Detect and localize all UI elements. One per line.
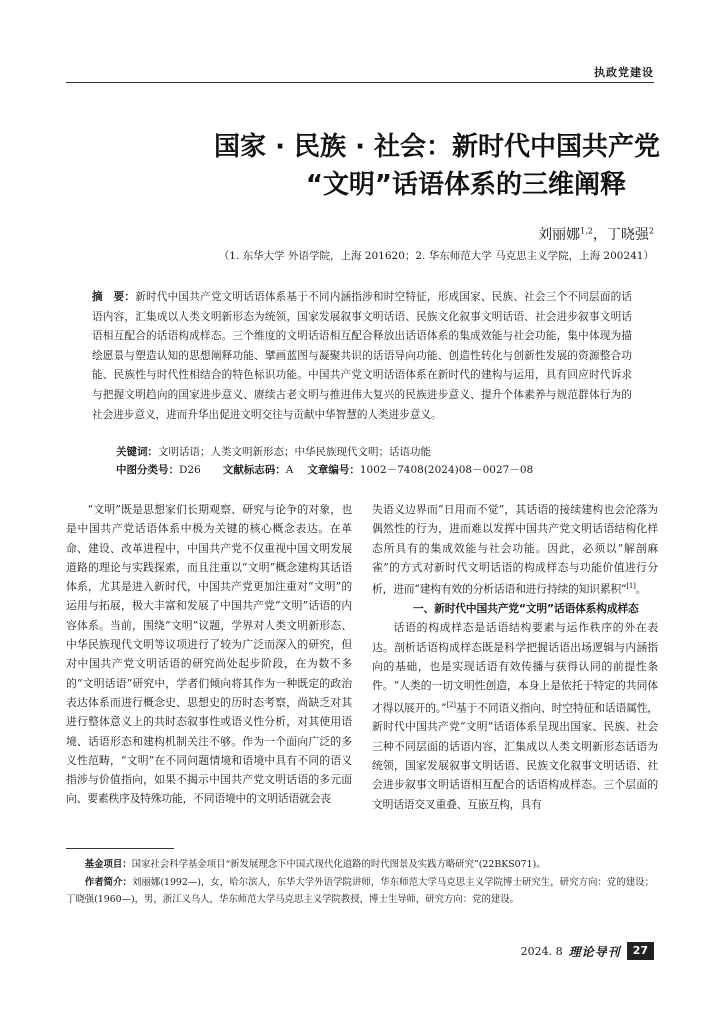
title-line-1: 国家 · 民族 · 社会：新时代中国共产党: [214, 132, 660, 162]
keywords-text: 文明话语；人类文明新形态；中华民族现代文明；话语功能: [158, 446, 431, 458]
body-paragraph: [372, 618, 658, 814]
issue-date: 2024. 8: [520, 944, 563, 958]
body-paragraph: [372, 500, 658, 599]
bio-text: 刘丽娜(1992—)，女，哈尔滨人，东华大学外语学院讲师，华东师范大学马克思主义学院博士研究生，研究方向：党的建设；丁晓强(1960—)，男，浙江义乌人，华东师范大学马克思主义学院教授，博士生导师，研究方向：党的建设。: [66, 876, 654, 905]
doc-code-value: A: [285, 464, 294, 476]
page-number: 27: [627, 942, 654, 960]
affiliation: （1. 东华大学 外语学院，上海 201620；2. 华东师范大学 马克思主义学院，上海 200241）: [218, 250, 654, 262]
body-column-right: [372, 500, 658, 814]
clc-label: 中图分类号：: [116, 464, 179, 476]
paragraph-text: 话语的构成样态是话语结构要素与运作秩序的外在表达。剖析话语构成样态既是科学把握话语出场逻辑与内涵指向的基础，也是实现话语有效传播与获得认同的前提性条件。“人类的一切文明性创造，本身上是依托于特定的共同体才得以展开的。”: [372, 621, 658, 715]
keywords: [116, 444, 431, 459]
article-number-value: 1002－7408(2024)08－0027－08: [359, 464, 534, 476]
abstract-text: 新时代中国共产党文明话语体系基于不同内涵指涉和时空特征，形成国家、民族、社会三个不同层面的话语内容，汇集成以人类文明新形态为统领，国家发展叙事文明话语、民族文化叙事文明话语、社会进步叙事文明话语相互配合的话语构成样态。三个维度的文明话语相互配合释放出话语体系的集成效能与社会功能，集中体现为描绘愿景与塑造认知的思想阐释功能、擘画蓝图与凝聚共识的话语导向功能、创造性转化与创新性发展的资源整合功能、民族性与时代性相结合的特色标识功能。中国共产党文明话语体系在新时代的建构与运用，具有回应时代诉求与把握文明趋向的国家进步意义、赓续古老文明与推进伟大复兴的民族进步意义、提升个体素养与规范群体行为的社会进步意义，进而升华出促进文明交往与贡献中华智慧的人类进步意义。: [92, 291, 632, 421]
paragraph-text: 失语义边界而“日用而不觉”，其话语的接续建构也会沦落为偶然性的行为，进而难以发挥中国共产党文明话语结构化样态所具有的集成效能与社会功能。因此，必须以“解剖麻雀”的方式对新时代文明话语的构成样态与功能价值进行分析，进而“建构有效的分析话语和进行持续的知识累积”: [372, 503, 658, 596]
bio-label: 作者简介：: [84, 876, 132, 888]
author-separator: ，: [592, 227, 607, 243]
citation-mark: [2]: [446, 700, 456, 709]
clc-value: D26: [179, 464, 201, 476]
keywords-label: 关键词：: [116, 446, 158, 458]
header-rule: [66, 82, 654, 83]
classification-line: [116, 462, 533, 477]
fund-text: 国家社会科学基金项目“新发展理念下中国式现代化道路的时代图景及实践方略研究”(22BKS071)。: [131, 859, 546, 870]
footnote-fund: [66, 856, 654, 874]
author-affil-mark: 2: [648, 226, 654, 236]
fund-label: 基金项目：: [84, 859, 132, 870]
footnote-bio: [66, 874, 654, 909]
body-column-left: [66, 500, 352, 809]
section-heading: 一、新时代中国共产党“文明”话语体系构成样态: [412, 602, 639, 616]
author-name: 丁晓强: [606, 227, 649, 243]
body-paragraph: “文明”既是思想家们长期观察、研究与论争的对象，也是中国共产党话语体系中极为关键的核心概念表达。在革命、建设、改革进程中，中国共产党不仅重视中国文明发展道路的理论与实践探索，而且注重以“文明”概念建构其话语体系，尤其是进入新时代，中国共产党更加注重对“文明”的运用与拓展，极大丰富和发展了中国共产党“文明”话语的内容体系。当前，围绕“文明”议题，学界对人类文明新形态、中华民族现代文明等议项进行了较为广泛而深入的研究，但对中国共产党文明话语的研究尚处起步阶段，在为数不多的“文明话语”研究中，学者们倾向将其作为一种既定的政治表达体系而进行概念史、思想史的历时态考察，尚缺乏对其进行整体意义上的共时态叙事性或语义性分析，对其使用语境、话语形态和建构机制关注不够。作为一个面向广泛的多义性范畴，“文明”在不同问题情境和语境中具有不同的语义指涉与价值指向，如果不揭示中国共产党文明话语的多元面向、要素秩序及特殊功能，不同语境中的文明话语就会丧: [66, 503, 352, 806]
footnotes: [66, 856, 654, 909]
author-line: [538, 224, 654, 244]
paragraph-text: 基于不同语义指向、时空特征和话语属性，新时代中国共产党“文明”话语体系呈现出国家、民族、社会三种不同层面的话语内容，汇集成以人类文明新形态话语为统领，国家发展叙事文明话语、民族文化叙事文明话语、社会进步叙事文明话语相互配合的话语构成样态。三个层面的文明话语交叉重叠、互嵌互构，具有: [372, 701, 658, 811]
footnote-rule: [66, 848, 174, 849]
author-name: 刘丽娜: [538, 227, 581, 243]
title-line-2: “文明”话语体系的三维阐释: [305, 170, 626, 200]
journal-name: 理论导刊: [568, 944, 621, 959]
author-affil-mark: 1,2: [580, 226, 593, 236]
paragraph-text: 。: [635, 582, 647, 596]
article-title: [60, 128, 660, 204]
citation-mark: [1]: [626, 582, 636, 591]
doc-code-label: 文献标志码：: [222, 464, 286, 476]
article-number-label: 文章编号：: [307, 464, 360, 476]
running-header-section: 执政党建设: [594, 66, 654, 79]
page-footer: [521, 942, 654, 960]
abstract: [92, 288, 632, 425]
abstract-label: 摘 要：: [92, 291, 136, 303]
